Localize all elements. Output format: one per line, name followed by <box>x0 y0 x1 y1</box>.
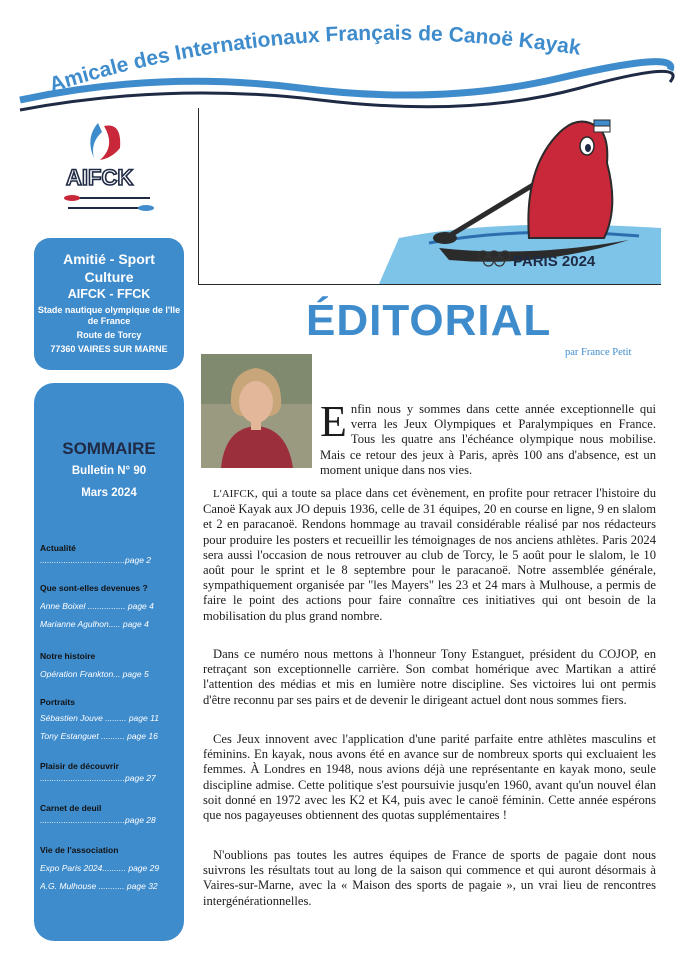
paragraph-text: nfin nous y sommes dans cette année exceptionnelle qui verra les Jeux Olympiques et Paralympiques en France. Tous les quatre ans l'échéance olympique nous mobilise. Mais ce retour des jeux à Paris, après 100 ans d'absence, est un moment unique dans nos vies. <box>320 402 656 477</box>
toc-section-heading: Actualité <box>40 543 76 553</box>
toc-section-heading: Plaisir de découvrir <box>40 761 119 771</box>
venue-name: Stade nautique olympique de l'Ile de France <box>37 305 181 326</box>
toc-item[interactable]: ....................................page 2 <box>40 555 152 565</box>
paddle-blade-red <box>64 195 80 201</box>
rooster-icon <box>90 123 102 158</box>
editorial-paragraph-5: N'oublions pas toutes les autres équipes de France de sports de pagaie dont nous suivrons les résultats tout au long de la saison qui commence et qui auront désormais à Vaires-sur-Marne, avec la « Maison des sports de pagaie », un vrai lieu de rencontres intergénérationnelles. <box>203 848 656 908</box>
aifck-logo <box>60 118 160 218</box>
editorial-paragraph-4: Ces Jeux innovent avec l'application d'une parité parfaite entre athlètes masculins et féminins. En kayak, nous avons été en avance sur de nombreux sports qui excluaient les femmes. À Londres en 1948, nous avions déjà une représentante en kayak mono, seule discipline admise. Cette politique s'est poursuivie jusqu'en 1960, avant qu'un nouvel élan soit donné en 1972 avec les K2 et K4, puis avec le canoë féminin. Cette année espérons que nos pagayeuses obtiennent des quotas supplémentaires ! <box>203 732 656 823</box>
toc-item[interactable]: Tony Estanguet .......... page 16 <box>40 731 158 741</box>
mascot-illustration-frame <box>198 108 661 285</box>
editorial-paragraph-2 <box>203 486 656 624</box>
phryge-mascot <box>528 122 612 238</box>
toc-item[interactable]: ....................................page 28 <box>40 815 156 825</box>
org-lead: L'AIFCK <box>213 488 255 500</box>
table-of-contents <box>34 383 184 941</box>
toc-section-heading: Carnet de deuil <box>40 803 102 813</box>
mascot-cockade-blue <box>594 120 610 126</box>
toc-section-heading: Que sont-elles devenues ? <box>40 583 148 593</box>
paris-2024-logo-text: PARIS 2024 <box>513 253 596 270</box>
toc-section-heading: Portraits <box>40 697 75 707</box>
paddle-blade <box>433 232 457 244</box>
association-info-box <box>34 238 184 370</box>
bulletin-number: Bulletin N° 90 <box>71 465 147 477</box>
toc-item[interactable]: A.G. Mulhouse ........... page 32 <box>40 881 158 891</box>
mascot-illustration <box>199 108 661 284</box>
city-address: 77360 VAIRES SUR MARNE <box>50 344 168 354</box>
mascot-cockade <box>594 126 610 132</box>
toc-item[interactable]: Marianne Agulhon..... page 4 <box>40 619 149 629</box>
motto-line1: Amitié - Sport <box>63 251 155 267</box>
paddle-blade-blue <box>138 205 154 211</box>
author-byline: par France Petit <box>565 347 632 358</box>
editorial-title: ÉDITORIAL <box>306 296 552 345</box>
toc-item[interactable]: Anne Boixel ................ page 4 <box>40 601 154 611</box>
toc-title: SOMMAIRE <box>62 439 156 458</box>
rooster-comb-icon <box>100 125 120 160</box>
toc-item[interactable]: Expo Paris 2024.......... page 29 <box>40 863 160 873</box>
author-photo <box>201 354 312 468</box>
toc-item[interactable]: Sébastien Jouve ......... page 11 <box>40 713 159 723</box>
bulletin-date: Mars 2024 <box>81 487 137 499</box>
street-address: Route de Torcy <box>76 330 142 340</box>
logo-text: AIFCK <box>66 165 134 190</box>
toc-item[interactable]: Opération Frankton... page 5 <box>40 669 149 679</box>
motto-line2: Culture <box>84 269 134 285</box>
editorial-paragraph-1 <box>320 397 656 478</box>
mascot-pupil <box>585 144 591 152</box>
paragraph-text: , qui a toute sa place dans cet évènement, en profite pour retracer l'histoire du Canoë Kayak aux JO depuis 1936, celle de 31 équipes, 20 en course en ligne, 9 en slalom et 2 en paracanoë. Rendons hommage au travail considérable réalisé par nos rédacteurs pour produire les posters et recueillir les témoignages de nos anciens athlètes. Paris 2024 sera aussi l'occasion de nous retrouver au club de Torcy, le 5 août pour le slalom, le 10 août pour le sprint et le 8 septembre pour le paracanoë. Notre assemblée générale, sympathiquement organisée par "les Mayers" les 23 et 24 mars à Mulhouse, a permis de faire le point des actions pour faire connaître ces initiatives qui ont besoin de la mobilisation du plus grand nombre. <box>203 486 656 623</box>
editorial-paragraph-3: Dans ce numéro nous mettons à l'honneur Tony Estanguet, président du COJOP, en retraçant son exceptionnelle carrière. Son combat homérique avec Martikan a attiré l'attention des médias et mis en lumière notre discipline. Ses victoires lui ont permis d'être reconnu par ses pairs et de devenir le dirigeant actuel dont nous sommes fiers. <box>203 647 656 707</box>
toc-item[interactable]: ....................................page 27 <box>40 773 156 783</box>
org-name: AIFCK - FFCK <box>67 287 151 301</box>
drop-cap: E <box>320 397 347 446</box>
toc-section-heading: Vie de l'association <box>40 845 119 855</box>
toc-section-heading: Notre histoire <box>40 651 96 661</box>
arched-title: Amicale des Internationaux Français de Canoë Kayak <box>46 21 583 97</box>
